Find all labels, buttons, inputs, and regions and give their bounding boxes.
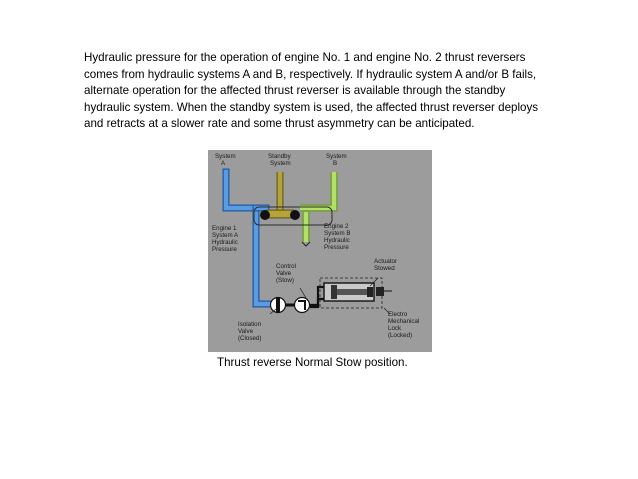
hydraulic-schematic bbox=[208, 150, 432, 352]
shuttle-valve-a-icon bbox=[260, 210, 270, 220]
label-em-lock: Electro Mechanical Lock (Locked) bbox=[388, 311, 420, 339]
actuator-piping bbox=[310, 287, 324, 307]
shuttle-valve-b-icon bbox=[290, 210, 300, 220]
label-system-a: System A bbox=[215, 153, 236, 167]
standby-line bbox=[266, 172, 294, 214]
paragraph-line: alternate operation for the affected thrust reverser is available through the standby bbox=[84, 84, 506, 97]
diagram-caption: Thrust reverse Normal Stow position. bbox=[217, 356, 408, 369]
label-actuator: Actuator Stowed bbox=[374, 258, 398, 272]
hydraulic-diagram bbox=[208, 150, 432, 352]
label-engine1: Engine 1 System A Hydraulic Pressure bbox=[212, 225, 239, 253]
isolation-valve-icon bbox=[271, 298, 286, 313]
label-standby-system: Standby System bbox=[268, 153, 291, 167]
engine2-outlet-icon bbox=[302, 242, 310, 246]
label-isolation-valve: Isolation Valve (Closed) bbox=[238, 321, 262, 342]
description-paragraph bbox=[84, 50, 584, 133]
label-engine2: Engine 2 System B Hydraulic Pressure bbox=[324, 223, 351, 251]
label-system-b: System B bbox=[326, 153, 347, 167]
label-control-valve: Control Valve (Stow) bbox=[276, 263, 296, 284]
paragraph-line: hydraulic system. When the standby system is used, the affected thrust reverser deploys bbox=[84, 100, 539, 114]
paragraph-line: and retracts at a slower rate and some thrust asymmetry can be anticipated. bbox=[84, 117, 475, 130]
em-lock-icon bbox=[376, 287, 392, 296]
paragraph-line: comes from hydraulic systems A and B, respectively. If hydraulic system A and/or B fails, bbox=[84, 67, 537, 81]
paragraph-line: Hydraulic pressure for the operation of engine No. 1 and engine No. 2 thrust reversers bbox=[84, 51, 526, 64]
actuator-icon bbox=[324, 283, 374, 301]
control-valve-icon bbox=[295, 298, 310, 313]
